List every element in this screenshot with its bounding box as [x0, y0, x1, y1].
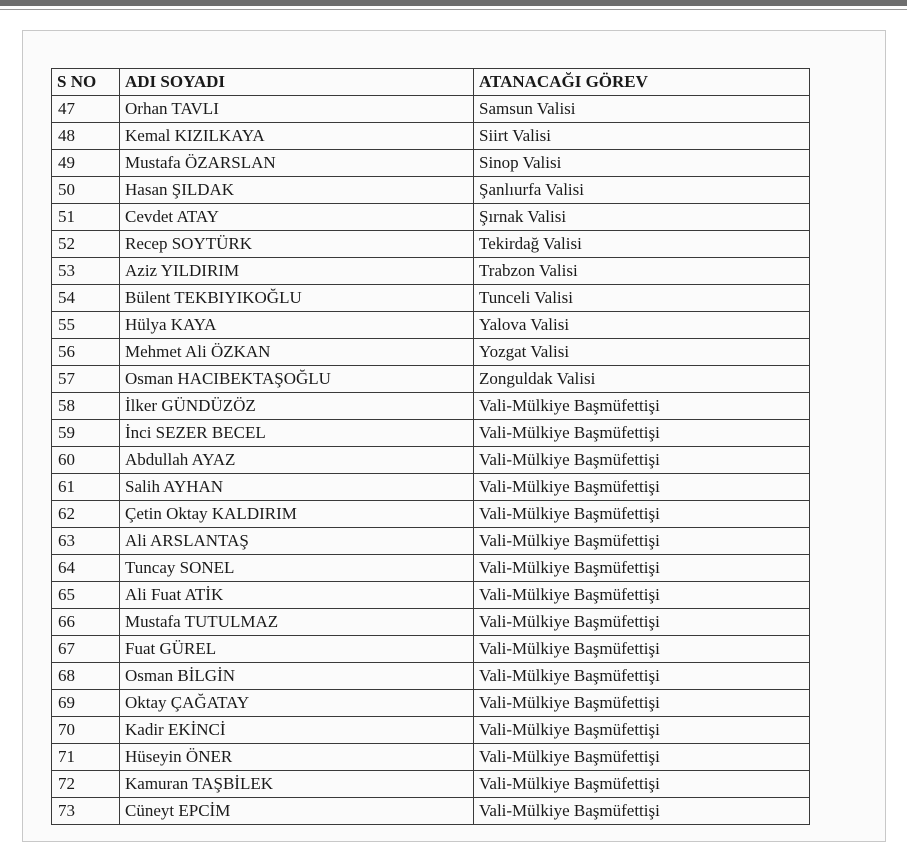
cell-no: 70: [52, 717, 120, 744]
cell-no: 67: [52, 636, 120, 663]
cell-duty: Vali-Mülkiye Başmüfettişi: [474, 744, 810, 771]
cell-duty: Yalova Valisi: [474, 312, 810, 339]
column-header-no: S NO: [52, 69, 120, 96]
top-border-rule-thin: [0, 9, 907, 10]
cell-name: Fuat GÜREL: [120, 636, 474, 663]
cell-duty: Vali-Mülkiye Başmüfettişi: [474, 609, 810, 636]
cell-no: 60: [52, 447, 120, 474]
cell-name: Recep SOYTÜRK: [120, 231, 474, 258]
cell-duty: Vali-Mülkiye Başmüfettişi: [474, 501, 810, 528]
cell-name: İlker GÜNDÜZÖZ: [120, 393, 474, 420]
table-row: [52, 744, 810, 771]
table-row: [52, 474, 810, 501]
cell-duty: Vali-Mülkiye Başmüfettişi: [474, 636, 810, 663]
cell-no: 64: [52, 555, 120, 582]
appointments-table: [51, 68, 810, 825]
cell-name: Orhan TAVLI: [120, 96, 474, 123]
table-body: [52, 96, 810, 825]
cell-name: Osman HACIBEKTAŞOĞLU: [120, 366, 474, 393]
cell-no: 53: [52, 258, 120, 285]
cell-no: 50: [52, 177, 120, 204]
table-row: [52, 609, 810, 636]
cell-duty: Şırnak Valisi: [474, 204, 810, 231]
cell-name: Kemal KIZILKAYA: [120, 123, 474, 150]
cell-name: Cüneyt EPCİM: [120, 798, 474, 825]
table-row: [52, 123, 810, 150]
table-row: [52, 150, 810, 177]
cell-name: Ali Fuat ATİK: [120, 582, 474, 609]
cell-no: 55: [52, 312, 120, 339]
cell-duty: Vali-Mülkiye Başmüfettişi: [474, 798, 810, 825]
cell-name: Hüseyin ÖNER: [120, 744, 474, 771]
cell-no: 49: [52, 150, 120, 177]
cell-no: 71: [52, 744, 120, 771]
cell-duty: Tunceli Valisi: [474, 285, 810, 312]
cell-name: Kadir EKİNCİ: [120, 717, 474, 744]
cell-name: Abdullah AYAZ: [120, 447, 474, 474]
cell-name: Salih AYHAN: [120, 474, 474, 501]
cell-no: 63: [52, 528, 120, 555]
table-row: [52, 285, 810, 312]
cell-no: 52: [52, 231, 120, 258]
column-header-duty: ATANACAĞI GÖREV: [474, 69, 810, 96]
cell-name: Bülent TEKBIYIKOĞLU: [120, 285, 474, 312]
cell-no: 57: [52, 366, 120, 393]
table-row: [52, 717, 810, 744]
table-header-row: [52, 69, 810, 96]
cell-name: Mehmet Ali ÖZKAN: [120, 339, 474, 366]
cell-name: Çetin Oktay KALDIRIM: [120, 501, 474, 528]
table-row: [52, 798, 810, 825]
table-row: [52, 420, 810, 447]
cell-duty: Trabzon Valisi: [474, 258, 810, 285]
cell-duty: Sinop Valisi: [474, 150, 810, 177]
cell-duty: Vali-Mülkiye Başmüfettişi: [474, 528, 810, 555]
cell-duty: Yozgat Valisi: [474, 339, 810, 366]
table-row: [52, 312, 810, 339]
cell-duty: Vali-Mülkiye Başmüfettişi: [474, 717, 810, 744]
table-row: [52, 528, 810, 555]
cell-name: Kamuran TAŞBİLEK: [120, 771, 474, 798]
table-row: [52, 231, 810, 258]
cell-no: 65: [52, 582, 120, 609]
cell-duty: Vali-Mülkiye Başmüfettişi: [474, 582, 810, 609]
cell-no: 66: [52, 609, 120, 636]
table-row: [52, 663, 810, 690]
column-header-name: ADI SOYADI: [120, 69, 474, 96]
cell-no: 58: [52, 393, 120, 420]
cell-name: Aziz YILDIRIM: [120, 258, 474, 285]
table-row: [52, 96, 810, 123]
cell-duty: Vali-Mülkiye Başmüfettişi: [474, 474, 810, 501]
cell-duty: Vali-Mülkiye Başmüfettişi: [474, 663, 810, 690]
cell-no: 72: [52, 771, 120, 798]
cell-duty: Vali-Mülkiye Başmüfettişi: [474, 771, 810, 798]
table-row: [52, 555, 810, 582]
table-row: [52, 636, 810, 663]
cell-duty: Vali-Mülkiye Başmüfettişi: [474, 690, 810, 717]
cell-duty: Vali-Mülkiye Başmüfettişi: [474, 555, 810, 582]
cell-name: Tuncay SONEL: [120, 555, 474, 582]
table-row: [52, 339, 810, 366]
cell-duty: Vali-Mülkiye Başmüfettişi: [474, 420, 810, 447]
cell-no: 69: [52, 690, 120, 717]
cell-no: 61: [52, 474, 120, 501]
document-sheet: [22, 30, 886, 842]
cell-name: Mustafa ÖZARSLAN: [120, 150, 474, 177]
cell-no: 62: [52, 501, 120, 528]
cell-name: Mustafa TUTULMAZ: [120, 609, 474, 636]
cell-no: 47: [52, 96, 120, 123]
cell-no: 68: [52, 663, 120, 690]
cell-name: İnci SEZER BECEL: [120, 420, 474, 447]
cell-no: 73: [52, 798, 120, 825]
cell-name: Hülya KAYA: [120, 312, 474, 339]
top-border-rule: [0, 0, 907, 6]
cell-no: 54: [52, 285, 120, 312]
cell-duty: Vali-Mülkiye Başmüfettişi: [474, 447, 810, 474]
table-row: [52, 582, 810, 609]
table-row: [52, 690, 810, 717]
cell-name: Cevdet ATAY: [120, 204, 474, 231]
cell-no: 51: [52, 204, 120, 231]
table-row: [52, 501, 810, 528]
cell-name: Hasan ŞILDAK: [120, 177, 474, 204]
table-row: [52, 366, 810, 393]
table-row: [52, 771, 810, 798]
cell-no: 48: [52, 123, 120, 150]
cell-no: 56: [52, 339, 120, 366]
cell-duty: Zonguldak Valisi: [474, 366, 810, 393]
cell-name: Ali ARSLANTAŞ: [120, 528, 474, 555]
cell-duty: Vali-Mülkiye Başmüfettişi: [474, 393, 810, 420]
cell-name: Oktay ÇAĞATAY: [120, 690, 474, 717]
table-row: [52, 177, 810, 204]
table-row: [52, 447, 810, 474]
cell-duty: Siirt Valisi: [474, 123, 810, 150]
cell-duty: Samsun Valisi: [474, 96, 810, 123]
cell-duty: Şanlıurfa Valisi: [474, 177, 810, 204]
table-row: [52, 258, 810, 285]
cell-name: Osman BİLGİN: [120, 663, 474, 690]
cell-duty: Tekirdağ Valisi: [474, 231, 810, 258]
table-row: [52, 204, 810, 231]
table-row: [52, 393, 810, 420]
cell-no: 59: [52, 420, 120, 447]
